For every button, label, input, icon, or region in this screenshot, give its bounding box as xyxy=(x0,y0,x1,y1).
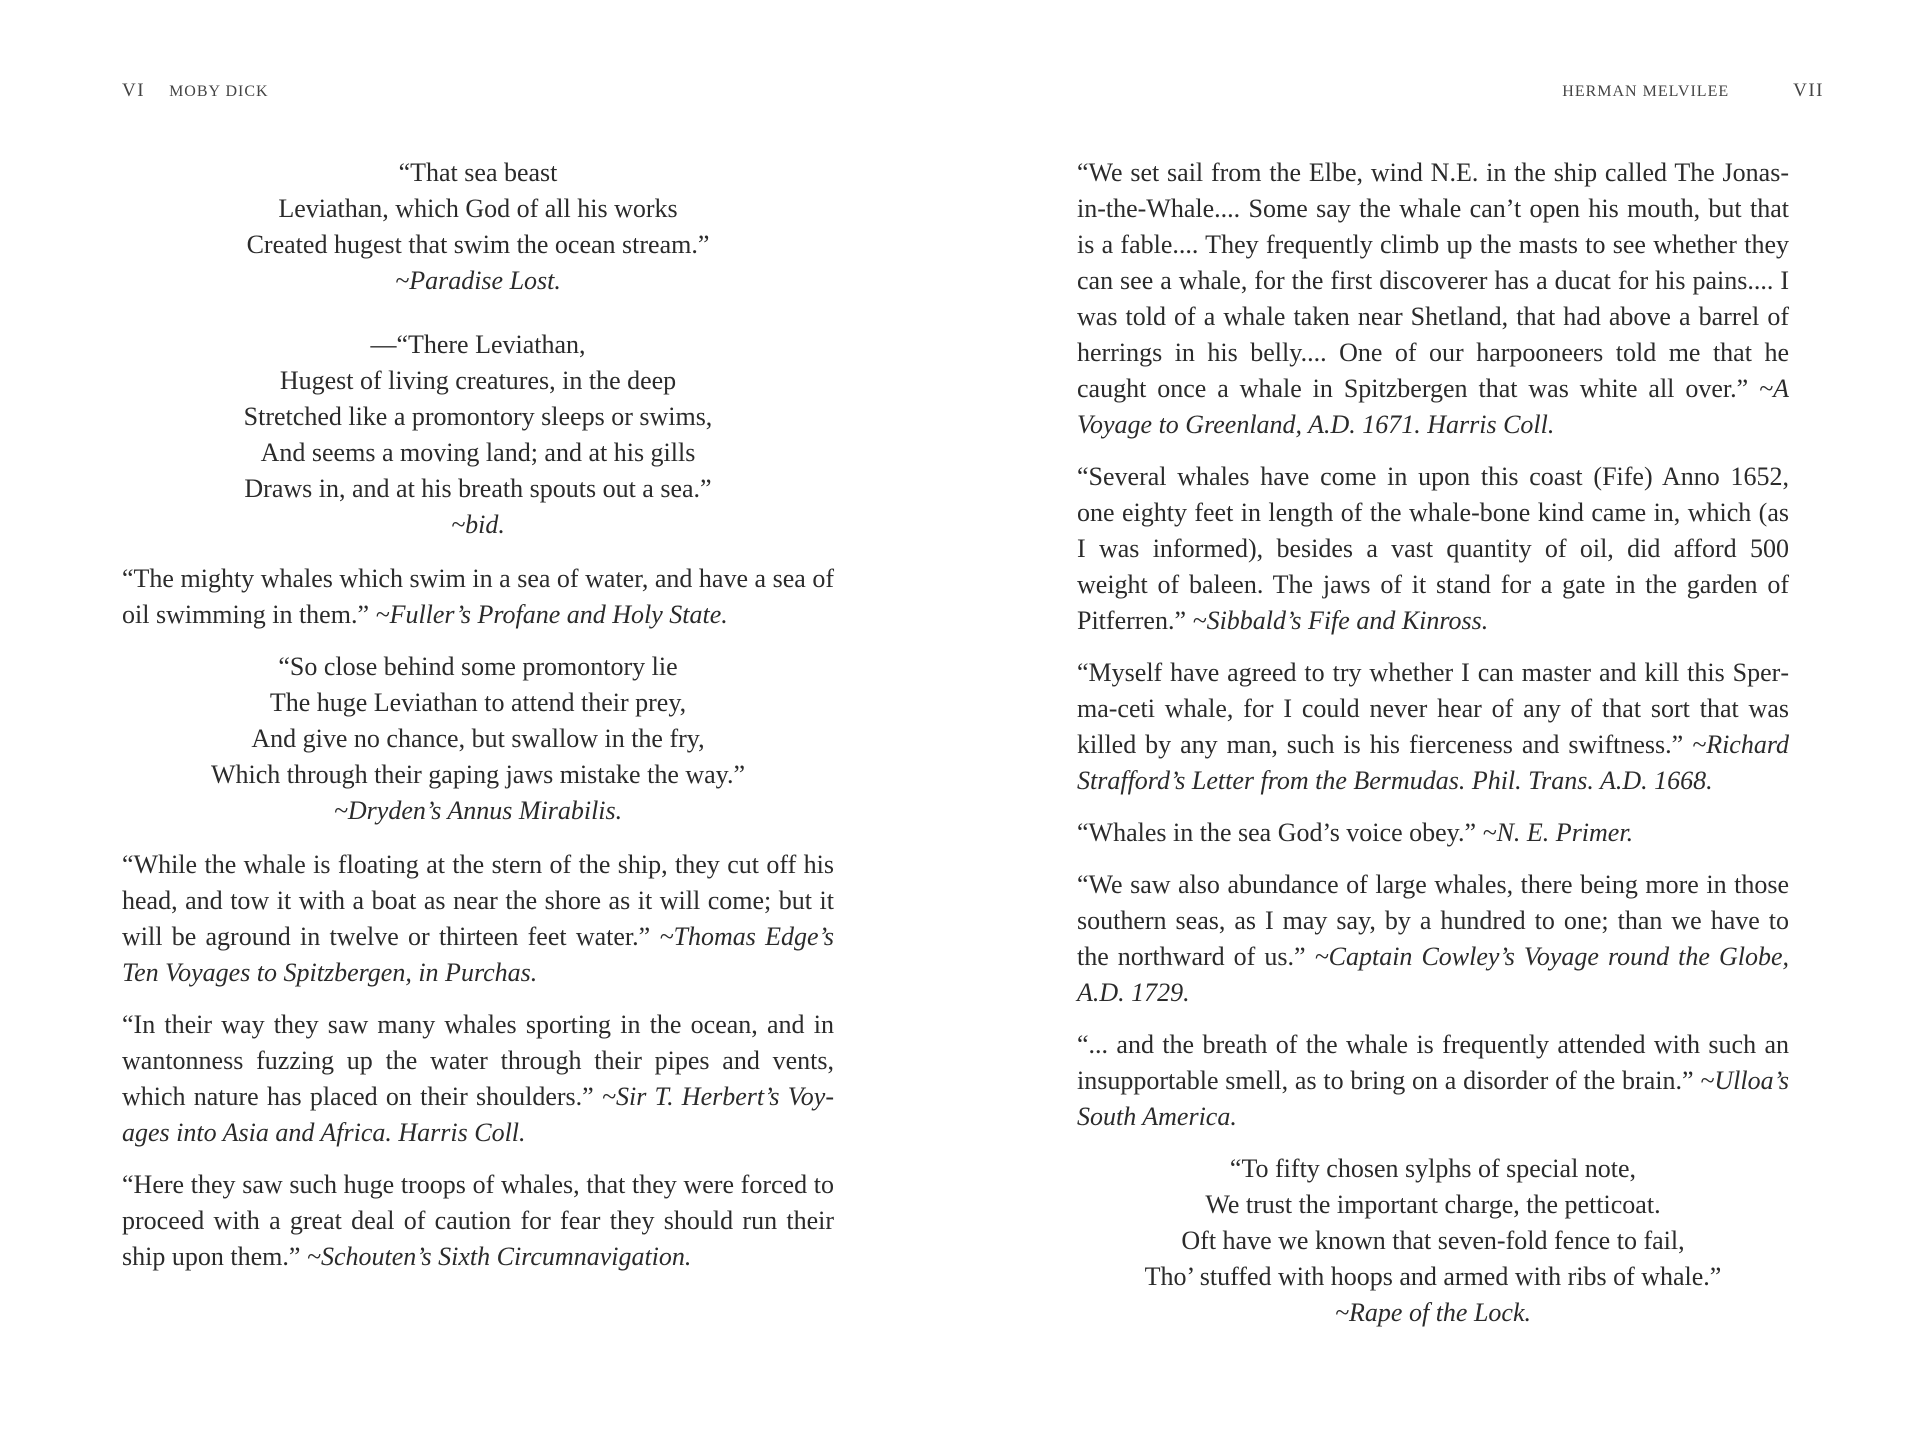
verse-line: Oft have we known that seven-fold fence to fail, xyxy=(1181,1226,1685,1255)
verse-quote xyxy=(122,327,834,543)
right-text-block xyxy=(1077,155,1789,1349)
quote-text: “In their way they saw many whales sporting in the ocean, and in wantonness fuzzing up the water through their pipes and vents, which nature has placed on their shoulders.” xyxy=(122,1010,834,1111)
attribution: ~bid. xyxy=(451,510,505,539)
prose-quote xyxy=(1077,459,1789,639)
attribution: ~Fuller’s Profane and Holy State. xyxy=(375,600,728,629)
attribution: ~Captain Cowley’s Voyage round the Globe, A.D. 1729. xyxy=(1077,942,1790,1007)
right-running-head xyxy=(1562,80,1824,102)
quote-text: “Here they saw such huge troops of whales, that they were forced to proceed with a great deal of caution for fear they should run their ship upon them.” xyxy=(122,1170,834,1271)
quote-text: “Myself have agreed to try whether I can master and kill this Sperma-ceti whale, for I could never hear of any of that sort that was killed by any man, such is his fierceness and swiftness.” xyxy=(1077,658,1789,759)
verse-line: Hugest of living creatures, in the deep xyxy=(279,366,677,395)
attribution: ~Ulloa’s South America. xyxy=(1077,1066,1789,1131)
prose-quote xyxy=(122,561,834,633)
verse-line: The huge Leviathan to attend their prey, xyxy=(269,688,687,717)
left-text-block xyxy=(122,155,834,1291)
quote-text: “The mighty whales which swim in a sea of water, and have a sea of oil swimming in them.” xyxy=(122,564,834,629)
verse-line: Stretched like a promontory sleeps or swims, xyxy=(243,402,713,431)
attribution: ~Dryden’s Annus Mirabilis. xyxy=(333,796,623,825)
quote-text: “While the whale is floating at the stern of the ship, they cut off his head, and tow it with a boat as near the shore as it will come; but it will be aground in twelve or thirteen feet water.” xyxy=(122,850,834,951)
prose-quote xyxy=(122,1007,834,1151)
quote-text: “... and the breath of the whale is frequently attended with such an insupportable smell, as to bring on a disorder of the brain.” xyxy=(1077,1030,1789,1095)
prose-quote xyxy=(1077,155,1789,443)
attribution: ~A Voyage to Greenland, A.D. 1671. Harris Coll. xyxy=(1077,374,1789,439)
verse-line: Draws in, and at his breath spouts out a sea.” xyxy=(244,474,712,503)
left-running-head xyxy=(122,80,269,102)
attribution: ~Rape of the Lock. xyxy=(1334,1298,1531,1327)
verse-quote xyxy=(122,155,834,299)
verse-line: “That sea beast xyxy=(398,158,558,187)
quote-text: “We set sail from the Elbe, wind N.E. in the ship called The Jonas-in-the-Whale.... Some say the whale can’t open his mouth, but that is a fable.... They frequently climb up the masts to see whether they can see a whale, for the first discoverer has a ducat for his pains.... I was told of a whale taken near Shetland, that had above a barrel of herrings in his belly.... One of our harpooneers told me that he caught once a whale in Spitzbergen that was white all over.” xyxy=(1077,158,1789,403)
prose-quote xyxy=(1077,655,1789,799)
right-page xyxy=(960,0,1920,1440)
page-number: VI xyxy=(122,80,146,101)
quote-text: “We saw also abundance of large whales, there being more in those southern seas, as I may say, by a hundred to one; than we have to the northward of us.” xyxy=(1077,870,1789,971)
verse-quote xyxy=(1077,1151,1789,1331)
verse-quote xyxy=(122,649,834,829)
prose-quote xyxy=(1077,815,1789,851)
verse-line: We trust the important charge, the petticoat. xyxy=(1205,1190,1661,1219)
verse-line: Which through their gaping jaws mistake the way.” xyxy=(210,760,746,789)
verse-line: —“There Leviathan, xyxy=(370,330,586,359)
verse-line: Tho’ stuffed with hoops and armed with ribs of whale.” xyxy=(1144,1262,1722,1291)
prose-quote xyxy=(122,1167,834,1275)
prose-quote xyxy=(1077,867,1789,1011)
quote-text: “Several whales have come in upon this coast (Fife) Anno 1652, one eighty feet in length of the whale-bone kind came in, which (as I was informed), besides a vast quantity of oil, did afford 500 weight of baleen. The jaws of it stand for a gate in the garden of Pitferren.” xyxy=(1077,462,1789,635)
prose-quote xyxy=(122,847,834,991)
attribution: ~N. E. Primer. xyxy=(1482,818,1634,847)
quote-text: “Whales in the sea God’s voice obey.” xyxy=(1077,818,1483,847)
attribution: ~Sir T. Herbert’s Voyages into Asia and Africa. Harris Coll. xyxy=(122,1082,834,1147)
prose-quote xyxy=(1077,1027,1789,1135)
attribution: ~Schouten’s Sixth Circumnavigation. xyxy=(306,1242,692,1271)
verse-line: And seems a moving land; and at his gills xyxy=(260,438,696,467)
attribution: ~Sibbald’s Fife and Kinross. xyxy=(1192,606,1489,635)
attribution: ~Richard Strafford’s Letter from the Bermudas. Phil. Trans. A.D. 1668. xyxy=(1077,730,1789,795)
running-head-title: HERMAN MELVILEE xyxy=(1562,83,1730,100)
attribution: ~Thomas Edge’s Ten Voyages to Spitzbergen, in Purchas. xyxy=(122,922,834,987)
verse-line: “So close behind some promontory lie xyxy=(278,652,678,681)
verse-line: “To fifty chosen sylphs of special note, xyxy=(1229,1154,1637,1183)
running-head-title: MOBY DICK xyxy=(169,83,269,100)
verse-line: Leviathan, which God of all his works xyxy=(278,194,678,223)
verse-line: And give no chance, but swallow in the fry, xyxy=(251,724,705,753)
attribution: ~Paradise Lost. xyxy=(395,266,561,295)
verse-line: Created hugest that swim the ocean stream.” xyxy=(246,230,710,259)
page-number: VII xyxy=(1793,80,1824,101)
